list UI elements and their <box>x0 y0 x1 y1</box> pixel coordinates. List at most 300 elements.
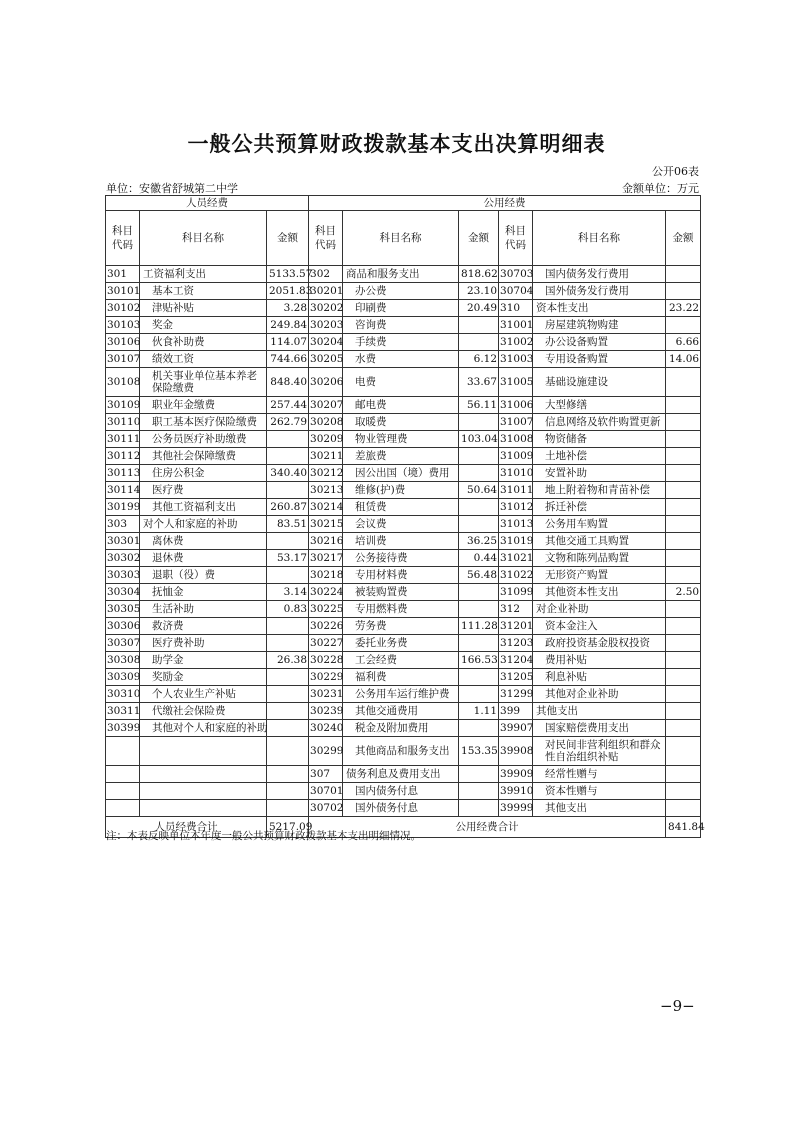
personnel-code: 30114 <box>106 482 140 499</box>
personnel-name: 绩效工资 <box>140 351 267 368</box>
public-amount-2 <box>666 635 701 652</box>
personnel-code: 30304 <box>106 584 140 601</box>
personnel-code <box>106 800 140 817</box>
public-name: 电费 <box>343 368 459 397</box>
public-code-2: 30703 <box>499 266 533 283</box>
table-row <box>106 669 701 686</box>
table-row <box>106 783 701 800</box>
table-row <box>106 351 701 368</box>
public-amount-2 <box>666 652 701 669</box>
personnel-name: 抚恤金 <box>140 584 267 601</box>
personnel-amount: 262.79 <box>267 414 309 431</box>
public-name: 委托业务费 <box>343 635 459 652</box>
public-code-2: 30704 <box>499 283 533 300</box>
public-amount-2 <box>666 499 701 516</box>
public-name: 水费 <box>343 351 459 368</box>
public-code-2: 31013 <box>499 516 533 533</box>
public-name: 国外债务付息 <box>343 800 459 817</box>
public-name-2: 物资储备 <box>533 431 666 448</box>
table-row <box>106 766 701 783</box>
personnel-amount: 53.17 <box>267 550 309 567</box>
personnel-amount <box>267 431 309 448</box>
public-amount-2 <box>666 533 701 550</box>
public-code-2: 31009 <box>499 448 533 465</box>
public-code-2: 39999 <box>499 800 533 817</box>
personnel-code: 30102 <box>106 300 140 317</box>
personnel-code: 30109 <box>106 397 140 414</box>
public-name: 工会经费 <box>343 652 459 669</box>
page-title: 一般公共预算财政拨款基本支出决算明细表 <box>187 131 606 156</box>
public-code-2: 31019 <box>499 533 533 550</box>
money-unit-label: 金额单位：万元 <box>622 182 699 195</box>
personnel-code: 30107 <box>106 351 140 368</box>
public-name-2: 其他支出 <box>533 800 666 817</box>
table-row <box>106 686 701 703</box>
public-code-2: 31201 <box>499 618 533 635</box>
personnel-code: 30301 <box>106 533 140 550</box>
personnel-code: 30306 <box>106 618 140 635</box>
personnel-name: 退职（役）费 <box>140 567 267 584</box>
personnel-code: 30309 <box>106 669 140 686</box>
personnel-name: 伙食补助费 <box>140 334 267 351</box>
personnel-amount: 3.14 <box>267 584 309 601</box>
public-code: 30203 <box>309 317 343 334</box>
personnel-name: 对个人和家庭的补助 <box>140 516 267 533</box>
public-amount: 23.10 <box>459 283 499 300</box>
public-name-2: 信息网络及软件购置更新 <box>533 414 666 431</box>
public-code-2: 31299 <box>499 686 533 703</box>
personnel-code: 30113 <box>106 465 140 482</box>
public-name-2: 费用补贴 <box>533 652 666 669</box>
personnel-name: 津贴补贴 <box>140 300 267 317</box>
public-code: 30226 <box>309 618 343 635</box>
personnel-name <box>140 800 267 817</box>
public-name-2: 文物和陈列品购置 <box>533 550 666 567</box>
public-name-2: 基础设施建设 <box>533 368 666 397</box>
public-amount-2 <box>666 783 701 800</box>
public-total-value: 841.84 <box>666 817 701 838</box>
personnel-code: 30199 <box>106 499 140 516</box>
public-amount: 36.25 <box>459 533 499 550</box>
public-name-2: 利息补贴 <box>533 669 666 686</box>
public-name-2: 土地补偿 <box>533 448 666 465</box>
personnel-amount: 340.40 <box>267 465 309 482</box>
public-code: 30239 <box>309 703 343 720</box>
public-code-2: 31205 <box>499 669 533 686</box>
personnel-amount: 5133.57 <box>267 266 309 283</box>
public-amount <box>459 686 499 703</box>
public-name: 商品和服务支出 <box>343 266 459 283</box>
public-code-2: 31204 <box>499 652 533 669</box>
public-name: 被装购置费 <box>343 584 459 601</box>
public-amount <box>459 317 499 334</box>
public-amount-2 <box>666 703 701 720</box>
public-code: 30214 <box>309 499 343 516</box>
public-amount-2 <box>666 448 701 465</box>
public-code-2: 31011 <box>499 482 533 499</box>
table-row <box>106 550 701 567</box>
public-amount-2 <box>666 317 701 334</box>
table-row <box>106 300 701 317</box>
public-code: 30216 <box>309 533 343 550</box>
personnel-name: 住房公积金 <box>140 465 267 482</box>
public-code: 30207 <box>309 397 343 414</box>
public-code-2: 39907 <box>499 720 533 737</box>
public-code-2: 31007 <box>499 414 533 431</box>
public-amount-2 <box>666 516 701 533</box>
personnel-amount <box>267 635 309 652</box>
header-amount: 金额 <box>459 211 499 266</box>
public-amount: 103.04 <box>459 431 499 448</box>
public-code-2: 31012 <box>499 499 533 516</box>
header-amount: 金额 <box>666 211 701 266</box>
table-row <box>106 737 701 766</box>
page-number: −9− <box>660 997 695 1015</box>
public-name: 培训费 <box>343 533 459 550</box>
public-name: 因公出国（境）费用 <box>343 465 459 482</box>
personnel-amount <box>267 618 309 635</box>
personnel-amount: 260.87 <box>267 499 309 516</box>
public-code-2: 31010 <box>499 465 533 482</box>
public-amount-2 <box>666 550 701 567</box>
public-code-2: 399 <box>499 703 533 720</box>
public-name-2: 其他支出 <box>533 703 666 720</box>
personnel-name: 其他工资福利支出 <box>140 499 267 516</box>
public-name: 专用燃料费 <box>343 601 459 618</box>
public-name-2: 经常性赠与 <box>533 766 666 783</box>
public-total-label: 公用经费合计 <box>309 817 666 838</box>
public-code: 30201 <box>309 283 343 300</box>
public-code-2: 31022 <box>499 567 533 584</box>
public-amount <box>459 669 499 686</box>
public-code-2: 31003 <box>499 351 533 368</box>
personnel-name: 医疗费 <box>140 482 267 499</box>
personnel-name <box>140 783 267 800</box>
table-row <box>106 635 701 652</box>
personnel-amount: 114.07 <box>267 334 309 351</box>
personnel-amount: 744.66 <box>267 351 309 368</box>
public-code-2: 31008 <box>499 431 533 448</box>
personnel-code: 30302 <box>106 550 140 567</box>
public-amount-2 <box>666 766 701 783</box>
public-name: 咨询费 <box>343 317 459 334</box>
personnel-amount: 83.51 <box>267 516 309 533</box>
public-name: 其他商品和服务支出 <box>343 737 459 766</box>
public-name-2: 拆迁补偿 <box>533 499 666 516</box>
public-name-2: 地上附着物和青苗补偿 <box>533 482 666 499</box>
public-amount <box>459 766 499 783</box>
public-name-2: 其他资本性支出 <box>533 584 666 601</box>
personnel-code <box>106 783 140 800</box>
public-code: 30299 <box>309 737 343 766</box>
public-code: 30217 <box>309 550 343 567</box>
public-amount: 153.35 <box>459 737 499 766</box>
personnel-name: 奖励金 <box>140 669 267 686</box>
personnel-code: 30106 <box>106 334 140 351</box>
personnel-code: 30399 <box>106 720 140 737</box>
personnel-code: 30101 <box>106 283 140 300</box>
public-code-2: 39910 <box>499 783 533 800</box>
personnel-name: 代缴社会保险费 <box>140 703 267 720</box>
public-code: 30211 <box>309 448 343 465</box>
personnel-code: 303 <box>106 516 140 533</box>
public-group-header: 公用经费 <box>309 196 701 211</box>
public-code-2: 31203 <box>499 635 533 652</box>
personnel-amount <box>267 783 309 800</box>
public-amount <box>459 448 499 465</box>
table-row <box>106 533 701 550</box>
expenditure-table <box>105 195 705 838</box>
public-amount: 166.53 <box>459 652 499 669</box>
public-code: 302 <box>309 266 343 283</box>
public-amount-2 <box>666 669 701 686</box>
public-amount-2 <box>666 368 701 397</box>
personnel-amount <box>267 737 309 766</box>
personnel-total-value: 5217.09 <box>267 817 309 838</box>
personnel-name: 奖金 <box>140 317 267 334</box>
public-name: 手续费 <box>343 334 459 351</box>
public-code: 30212 <box>309 465 343 482</box>
public-code: 307 <box>309 766 343 783</box>
public-amount <box>459 635 499 652</box>
public-amount: 1.11 <box>459 703 499 720</box>
public-code: 30231 <box>309 686 343 703</box>
public-code-2: 31002 <box>499 334 533 351</box>
public-name-2: 国外债务发行费用 <box>533 283 666 300</box>
public-amount <box>459 800 499 817</box>
header-code: 科目代码 <box>309 211 343 266</box>
personnel-amount <box>267 766 309 783</box>
personnel-code: 301 <box>106 266 140 283</box>
personnel-code: 30111 <box>106 431 140 448</box>
personnel-name: 生活补助 <box>140 601 267 618</box>
public-name: 租赁费 <box>343 499 459 516</box>
personnel-code: 30307 <box>106 635 140 652</box>
table-row <box>106 567 701 584</box>
public-name-2: 对民间非营利组织和群众性自治组织补贴 <box>533 737 666 766</box>
public-code: 30215 <box>309 516 343 533</box>
table-row <box>106 652 701 669</box>
public-code: 30204 <box>309 334 343 351</box>
personnel-name: 公务员医疗补助缴费 <box>140 431 267 448</box>
public-name-2: 无形资产购置 <box>533 567 666 584</box>
personnel-amount <box>267 567 309 584</box>
public-amount-2 <box>666 720 701 737</box>
public-code: 30208 <box>309 414 343 431</box>
personnel-name: 其他社会保障缴费 <box>140 448 267 465</box>
table-row <box>106 414 701 431</box>
header-code: 科目代码 <box>106 211 140 266</box>
public-amount-2 <box>666 414 701 431</box>
public-name-2: 对企业补助 <box>533 601 666 618</box>
public-name: 差旅费 <box>343 448 459 465</box>
header-name: 科目名称 <box>533 211 666 266</box>
personnel-amount: 249.84 <box>267 317 309 334</box>
public-amount-2: 23.22 <box>666 300 701 317</box>
personnel-name: 基本工资 <box>140 283 267 300</box>
public-name-2: 资本性赠与 <box>533 783 666 800</box>
table-row <box>106 482 701 499</box>
public-code: 30702 <box>309 800 343 817</box>
personnel-name: 医疗费补助 <box>140 635 267 652</box>
public-amount-2 <box>666 686 701 703</box>
personnel-total-label: 人员经费合计 <box>106 817 267 838</box>
public-name-2: 资本性支出 <box>533 300 666 317</box>
public-name: 劳务费 <box>343 618 459 635</box>
public-amount-2 <box>666 618 701 635</box>
public-amount: 6.12 <box>459 351 499 368</box>
public-name-2: 安置补助 <box>533 465 666 482</box>
public-name: 印刷费 <box>343 300 459 317</box>
public-name: 公务用车运行维护费 <box>343 686 459 703</box>
public-amount <box>459 414 499 431</box>
personnel-amount: 0.83 <box>267 601 309 618</box>
public-code: 30205 <box>309 351 343 368</box>
personnel-name: 助学金 <box>140 652 267 669</box>
table-row <box>106 448 701 465</box>
public-code: 30229 <box>309 669 343 686</box>
personnel-code: 30110 <box>106 414 140 431</box>
personnel-group-header: 人员经费 <box>106 196 309 211</box>
footnote: 注：本表反映单位本年度一般公共预算财政拨款基本支出明细情况。 <box>106 830 421 842</box>
public-name: 债务利息及费用支出 <box>343 766 459 783</box>
public-name: 其他交通费用 <box>343 703 459 720</box>
public-name: 国内债务付息 <box>343 783 459 800</box>
form-number: 公开06表 <box>652 165 699 178</box>
personnel-name: 其他对个人和家庭的补助 <box>140 720 267 737</box>
public-name-2: 资本金注入 <box>533 618 666 635</box>
public-amount: 20.49 <box>459 300 499 317</box>
table-row <box>106 618 701 635</box>
public-code-2: 31001 <box>499 317 533 334</box>
public-name: 专用材料费 <box>343 567 459 584</box>
public-amount <box>459 601 499 618</box>
public-amount-2: 14.06 <box>666 351 701 368</box>
personnel-code: 30103 <box>106 317 140 334</box>
personnel-code: 30108 <box>106 368 140 397</box>
public-amount <box>459 465 499 482</box>
header-name: 科目名称 <box>140 211 267 266</box>
public-amount: 56.11 <box>459 397 499 414</box>
personnel-name: 救济费 <box>140 618 267 635</box>
public-amount-2: 2.50 <box>666 584 701 601</box>
public-amount: 50.64 <box>459 482 499 499</box>
personnel-amount <box>267 669 309 686</box>
table-row <box>106 800 701 817</box>
header-amount: 金额 <box>267 211 309 266</box>
personnel-code <box>106 766 140 783</box>
public-amount-2 <box>666 482 701 499</box>
public-amount-2 <box>666 800 701 817</box>
personnel-amount <box>267 720 309 737</box>
public-code: 30202 <box>309 300 343 317</box>
public-amount-2 <box>666 266 701 283</box>
table-row <box>106 703 701 720</box>
personnel-amount: 2051.83 <box>267 283 309 300</box>
table-row <box>106 516 701 533</box>
table-row <box>106 283 701 300</box>
public-code-2: 31021 <box>499 550 533 567</box>
personnel-amount <box>267 703 309 720</box>
personnel-amount: 26.38 <box>267 652 309 669</box>
personnel-name <box>140 766 267 783</box>
public-name-2: 公务用车购置 <box>533 516 666 533</box>
public-name: 物业管理费 <box>343 431 459 448</box>
personnel-name: 个人农业生产补贴 <box>140 686 267 703</box>
public-name-2: 房屋建筑物购建 <box>533 317 666 334</box>
public-code-2: 310 <box>499 300 533 317</box>
public-code: 30701 <box>309 783 343 800</box>
public-amount-2 <box>666 601 701 618</box>
public-name: 税金及附加费用 <box>343 720 459 737</box>
public-amount <box>459 516 499 533</box>
public-amount <box>459 720 499 737</box>
personnel-name <box>140 737 267 766</box>
table-row <box>106 334 701 351</box>
public-name-2: 专用设备购置 <box>533 351 666 368</box>
personnel-amount <box>267 686 309 703</box>
public-code-2: 31006 <box>499 397 533 414</box>
public-amount <box>459 584 499 601</box>
personnel-code: 30310 <box>106 686 140 703</box>
public-amount-2 <box>666 283 701 300</box>
public-code: 30209 <box>309 431 343 448</box>
public-amount: 0.44 <box>459 550 499 567</box>
public-amount: 33.67 <box>459 368 499 397</box>
table-row <box>106 584 701 601</box>
public-code: 30213 <box>309 482 343 499</box>
public-code-2: 31099 <box>499 584 533 601</box>
public-code: 30224 <box>309 584 343 601</box>
personnel-code <box>106 737 140 766</box>
personnel-name: 工资福利支出 <box>140 266 267 283</box>
public-name: 会议费 <box>343 516 459 533</box>
public-amount: 56.48 <box>459 567 499 584</box>
public-name: 邮电费 <box>343 397 459 414</box>
public-name-2: 办公设备购置 <box>533 334 666 351</box>
public-code-2: 312 <box>499 601 533 618</box>
public-amount <box>459 783 499 800</box>
public-code-2: 31005 <box>499 368 533 397</box>
table-row <box>106 266 701 283</box>
table-row <box>106 720 701 737</box>
personnel-name: 职工基本医疗保险缴费 <box>140 414 267 431</box>
public-amount: 818.62 <box>459 266 499 283</box>
public-name: 办公费 <box>343 283 459 300</box>
table-row <box>106 368 701 397</box>
public-amount-2 <box>666 737 701 766</box>
public-name: 取暖费 <box>343 414 459 431</box>
public-code: 30228 <box>309 652 343 669</box>
table-row <box>106 431 701 448</box>
public-amount-2 <box>666 397 701 414</box>
personnel-amount <box>267 448 309 465</box>
public-code-2: 39908 <box>499 737 533 766</box>
table-row <box>106 397 701 414</box>
public-code-2: 39909 <box>499 766 533 783</box>
public-code: 30227 <box>309 635 343 652</box>
public-name-2: 大型修缮 <box>533 397 666 414</box>
personnel-code: 30308 <box>106 652 140 669</box>
personnel-name: 职业年金缴费 <box>140 397 267 414</box>
personnel-amount: 848.40 <box>267 368 309 397</box>
header-name: 科目名称 <box>343 211 459 266</box>
public-name: 公务接待费 <box>343 550 459 567</box>
column-header-row <box>106 211 701 266</box>
personnel-code: 30112 <box>106 448 140 465</box>
public-amount-2 <box>666 567 701 584</box>
personnel-code: 30311 <box>106 703 140 720</box>
